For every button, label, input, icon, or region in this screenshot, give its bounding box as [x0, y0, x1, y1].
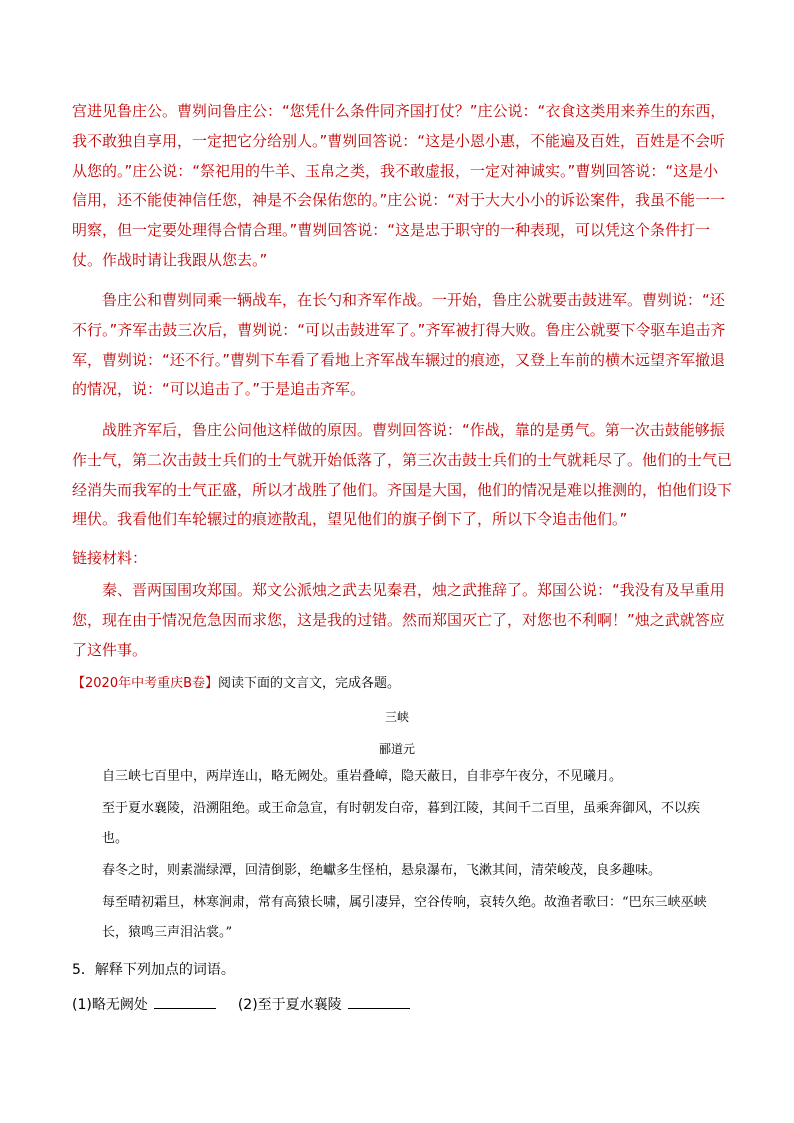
question-header — [72, 673, 400, 695]
link-material-label: 链接材料： — [72, 549, 148, 567]
question-5-item-2: (2)至于夏水襄陵 — [237, 997, 342, 1013]
answer-blank-2[interactable] — [348, 992, 410, 1009]
ancient-text-author: 郦道元 — [378, 742, 415, 756]
ancient-text-title: 三峡 — [384, 710, 409, 724]
question-5-prompt: 5．解释下列加点的词语。 — [72, 962, 235, 978]
ancient-paragraph-2: 至于夏水襄陵，沿溯阻绝。或王命急宣，有时朝发白帝，暮到江陵，其间千二百里，虽乘奔御风，不以疾也。 — [102, 801, 701, 846]
question-5-item-1: (1)略无阙处 — [72, 997, 148, 1013]
question-source-tag: 【2020年中考重庆B卷】 — [72, 676, 219, 691]
translation-paragraph-1: 宫进见鲁庄公。曹刿问鲁庄公：“您凭什么条件同齐国打仗？”庄公说：“衣食这类用来养生的东西，我不敢独自享用，一定把它分给别人。”曹刿回答说：“这是小恩小惠，不能遍及百姓，百姓是不会听从您的。”庄公说：“祭祀用的牛羊、玉帛之类，我不敢虚报，一定对神诚实。”曹刿回答说：“这是小信用，还不能使神信任您，神是不会保佑您的。”庄公说：“对于大大小小的诉讼案件，我虽不能一一明察，但一定要处理得合情合理。”曹刿回答说：“这是忠于职守的一种表现，可以凭这个条件打一仗。作战时请让我跟从您去。” — [72, 102, 726, 269]
ancient-paragraph-1: 自三峡七百里中，两岸连山，略无阙处。重岩叠嶂，隐天蔽日，自非亭午夜分，不见曦月。 — [102, 769, 623, 784]
question-instruction: 阅读下面的文言文，完成各题。 — [218, 676, 401, 691]
translation-paragraph-3: 战胜齐军后，鲁庄公问他这样做的原因。曹刿回答说：“作战，靠的是勇气。第一次击鼓能够振作士气，第二次击鼓士兵们的士气就开始低落了，第三次击鼓士兵们的士气就耗尽了。他们的士气已经消失而我军的士气正盛，所以才战胜了他们。齐国是大国，他们的情况是难以推测的，怕他们设下埋伏。我看他们车轮辗过的痕迹散乱，望见他们的旗子倒下了，所以下令追击他们。” — [72, 421, 733, 529]
answer-blank-1[interactable] — [154, 992, 216, 1009]
ancient-paragraph-4: 每至晴初霜旦，林寒涧肃，常有高猿长啸，属引凄异，空谷传响，哀转久绝。故渔者歌曰：“巴东三峡巫峡长，猿鸣三声泪沾裳。” — [102, 895, 707, 940]
translation-paragraph-2: 鲁庄公和曹刿同乘一辆战车，在长勺和齐军作战。一开始，鲁庄公就要击鼓进军。曹刿说：“还不行。”齐军击鼓三次后，曹刿说：“可以击鼓进军了。”齐军被打得大败。鲁庄公就要下令驱车追击齐军，曹刿说：“还不行。”曹刿下车看了看地上齐军战车辗过的痕迹，又登上车前的横木远望齐军撤退的情况，说：“可以追击了。”于是追击齐军。 — [72, 291, 726, 399]
ancient-paragraph-3: 春冬之时，则素湍绿潭，回清倒影，绝巘多生怪柏，悬泉瀑布，飞漱其间，清荣峻茂，良多趣味。 — [102, 863, 662, 878]
link-material-paragraph: 秦、晋两国围攻郑国。郑文公派烛之武去见秦君，烛之武推辞了。郑国公说：“我没有及早重用您，现在由于情况危急因而求您，这是我的过错。然而郑国灭亡了，对您也不利啊！”烛之武就答应了这件事。 — [72, 581, 725, 659]
question-5-items — [72, 992, 432, 1017]
